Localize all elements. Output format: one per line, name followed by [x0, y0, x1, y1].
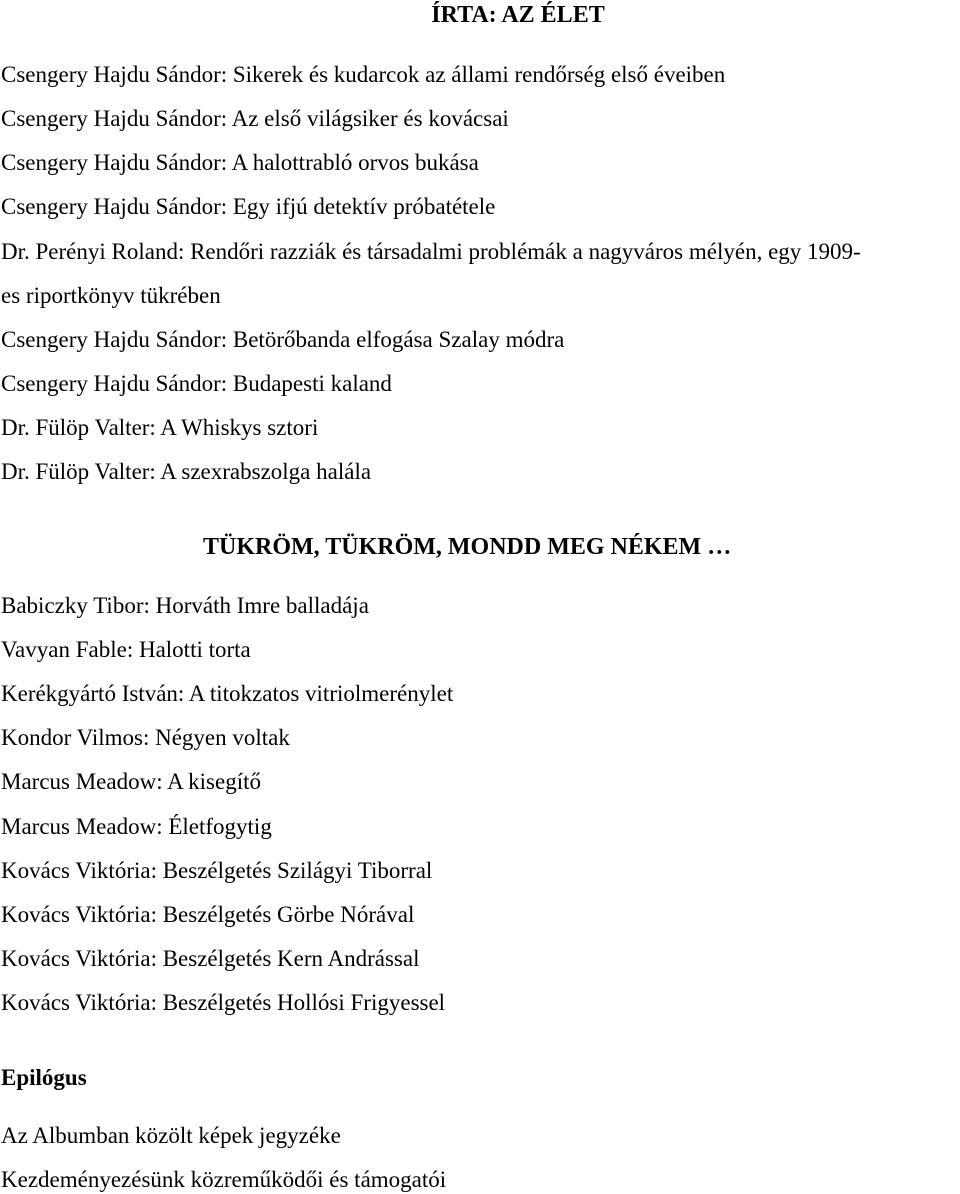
toc-entry: Csengery Hajdu Sándor: Sikerek és kudarcok az állami rendőrség első éveiben	[1, 62, 726, 87]
toc-entry: Csengery Hajdu Sándor: Az első világsiker és kovácsai	[1, 106, 509, 131]
toc-entry: Dr. Fülöp Valter: A szexrabszolga halála	[1, 459, 372, 484]
toc-entry: Kovács Viktória: Beszélgetés Kern Andrással	[1, 946, 420, 971]
toc-entry: Kovács Viktória: Beszélgetés Görbe Nórával	[1, 902, 415, 927]
toc-entry: Kovács Viktória: Beszélgetés Szilágyi Tiborral	[1, 858, 433, 883]
toc-entry: Kovács Viktória: Beszélgetés Hollósi Frigyessel	[1, 990, 446, 1015]
toc-entry: Csengery Hajdu Sándor: Budapesti kaland	[1, 371, 392, 396]
section-heading-epilogus: Epilógus	[1, 1065, 87, 1090]
toc-entry: Az Albumban közölt képek jegyzéke	[1, 1123, 341, 1148]
toc-entry: Csengery Hajdu Sándor: A halottrabló orvos bukása	[1, 150, 479, 175]
toc-entry: Kondor Vilmos: Négyen voltak	[1, 725, 290, 750]
section-heading-irta-az-elet: ÍRTA: AZ ÉLET	[431, 2, 605, 28]
toc-entry-continuation: es riportkönyv tükrében	[1, 283, 221, 308]
toc-entry: Kezdeményezésünk közreműködői és támogatói	[1, 1167, 447, 1192]
toc-entry: Dr. Perényi Roland: Rendőri razziák és társadalmi problémák a nagyváros mélyén, egy 1909-	[1, 239, 861, 264]
toc-entry: Kerékgyártó István: A titokzatos vitriolmerénylet	[1, 681, 454, 706]
toc-entry: Csengery Hajdu Sándor: Betörőbanda elfogása Szalay módra	[1, 327, 565, 352]
section-heading-tukrom: TÜKRÖM, TÜKRÖM, MONDD MEG NÉKEM …	[203, 534, 732, 560]
toc-entry: Vavyan Fable: Halotti torta	[1, 637, 251, 662]
toc-entry: Marcus Meadow: A kisegítő	[1, 769, 261, 794]
toc-entry: Dr. Fülöp Valter: A Whiskys sztori	[1, 415, 319, 440]
toc-entry: Csengery Hajdu Sándor: Egy ifjú detektív próbatétele	[1, 194, 496, 219]
toc-entry: Marcus Meadow: Életfogytig	[1, 814, 272, 839]
toc-entry: Babiczky Tibor: Horváth Imre balladája	[1, 593, 369, 618]
